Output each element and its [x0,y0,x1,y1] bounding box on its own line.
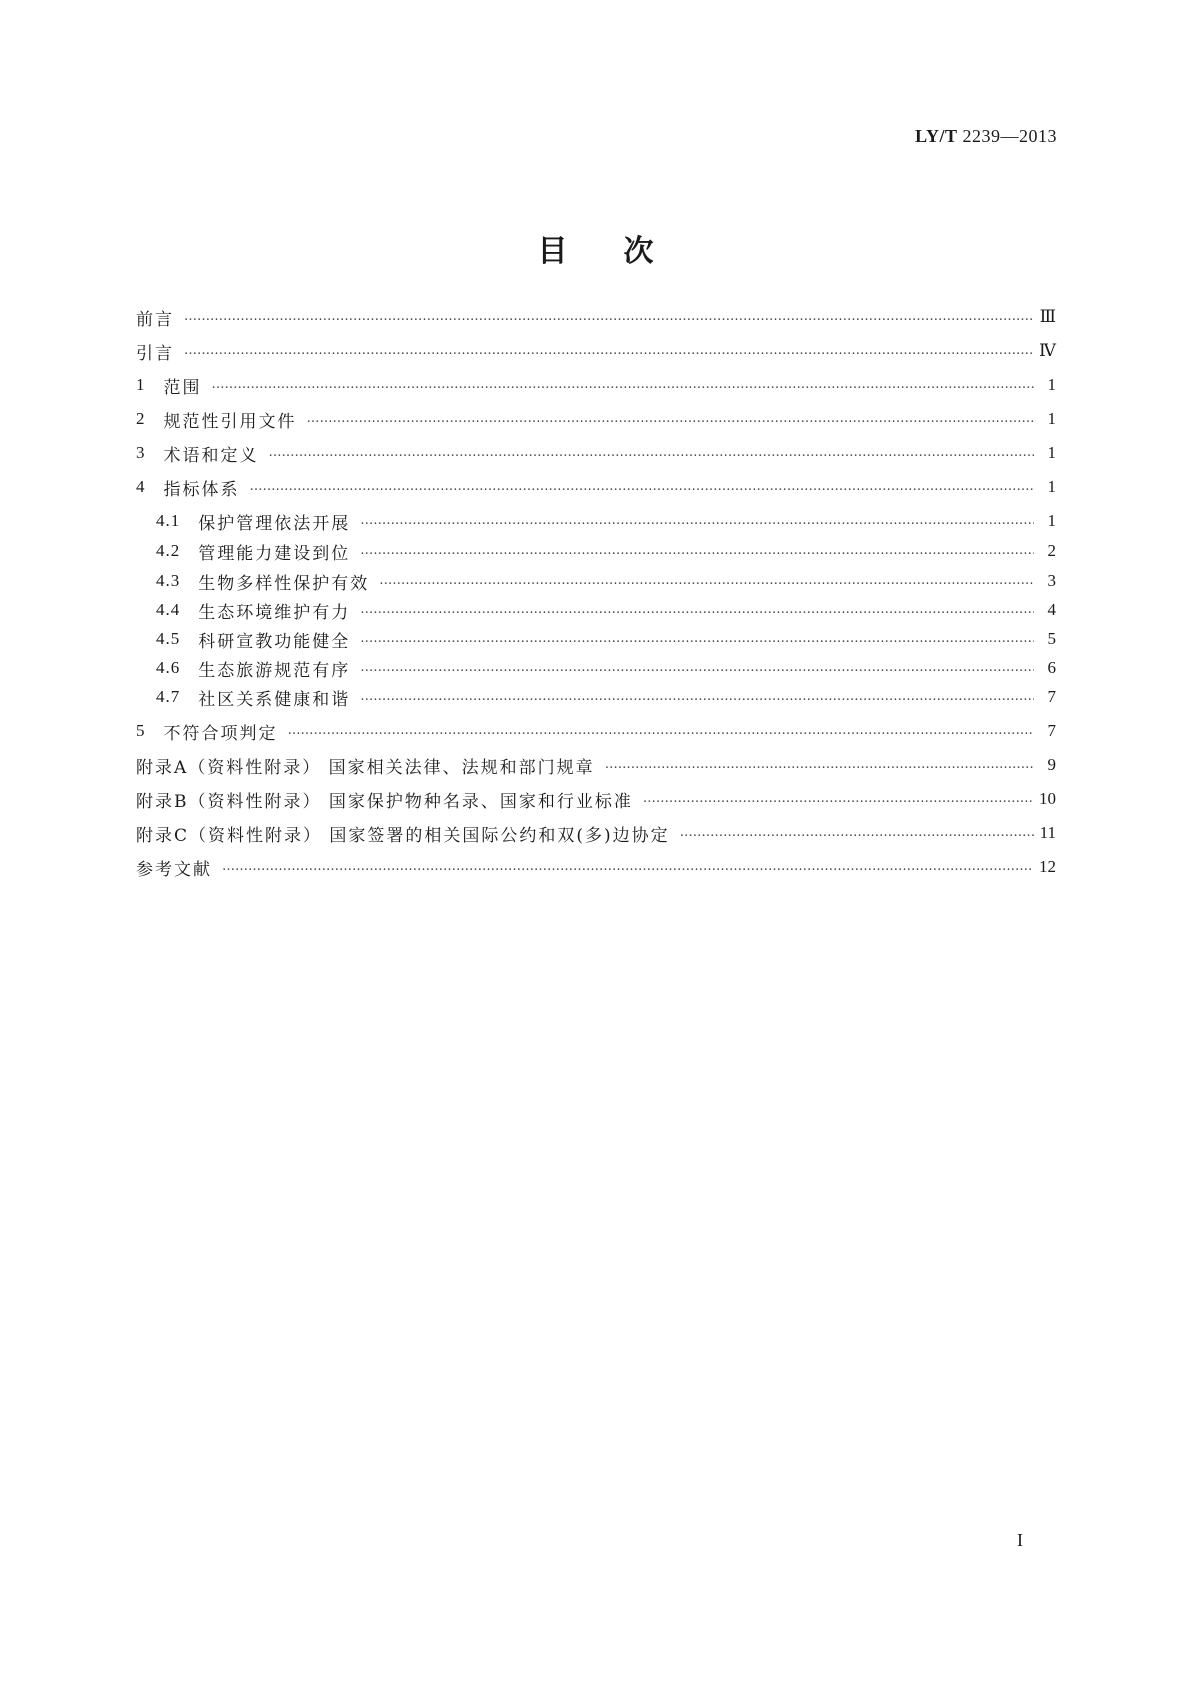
toc-entry-number: 4 [136,477,146,496]
toc-entry-foreword[interactable] [136,304,1056,330]
toc-entry-page: 4 [1047,600,1056,619]
toc-entry-number: 2 [136,409,146,428]
toc-leader-dots [360,508,1034,534]
toc-entry-nonconformity[interactable] [136,718,1056,744]
toc-entry-label: 科研宣教功能健全 [198,631,351,652]
toc-entry-label: 生态旅游规范有序 [198,660,351,681]
toc-entry-4-1[interactable] [156,508,1056,534]
page-title: 目次 [537,234,710,269]
toc-entry-label: 指标体系 [163,479,240,500]
toc-leader-dots [360,626,1034,652]
toc-entry-4-4[interactable] [156,597,1056,623]
toc-entry-number: 5 [136,721,146,740]
toc-leader-dots [379,568,1034,594]
toc-entry-label: 术语和定义 [163,445,259,466]
toc-entry-number: 4.3 [156,571,181,590]
toc-entry-indicator-system[interactable] [136,474,1056,500]
document-code [915,126,1057,147]
toc-entry-page: 7 [1047,687,1056,706]
toc-entry-label: 生态环境维护有力 [198,602,351,623]
toc-entry-page: 6 [1047,658,1056,677]
toc-entry-label: 不符合项判定 [163,723,278,744]
toc-leader-dots [250,474,1035,500]
toc-entry-bibliography[interactable] [136,854,1056,880]
toc-entry-page: 9 [1047,755,1056,774]
toc-entry-page: 1 [1047,511,1056,530]
toc-entry-appendix-b[interactable] [136,786,1056,812]
toc-entry-number: 4.2 [156,541,181,560]
toc-entry-page: Ⅲ [1039,307,1056,326]
toc-entry-label: 附录A（资料性附录） 国家相关法律、法规和部门规章 [136,757,595,778]
toc-entry-scope[interactable] [136,372,1056,398]
toc-entry-label: 管理能力建设到位 [198,543,351,564]
toc-leader-dots [184,304,1034,330]
toc-entry-label: 附录C（资料性附录） 国家签署的相关国际公约和双(多)边协定 [136,825,670,846]
toc-entry-terms[interactable] [136,440,1056,466]
toc-leader-dots [288,718,1035,744]
toc-entry-number: 4.4 [156,600,181,619]
toc-entry-4-6[interactable] [156,655,1056,681]
toc-entry-normative-references[interactable] [136,406,1056,432]
toc-entry-label: 前言 [136,309,174,330]
toc-leader-dots [360,655,1034,681]
toc-entry-appendix-a[interactable] [136,752,1056,778]
toc-entry-label: 社区关系健康和谐 [198,689,351,710]
toc-entry-page: 2 [1047,541,1056,560]
toc-leader-dots [184,338,1033,364]
toc-leader-dots [212,372,1035,398]
toc-entry-page: Ⅳ [1039,341,1056,360]
toc-entry-appendix-c[interactable] [136,820,1056,846]
toc-entry-page: 11 [1039,823,1056,842]
toc-leader-dots [360,538,1034,564]
document-code-number: 2239—2013 [957,126,1057,146]
toc-entry-4-3[interactable] [156,568,1056,594]
toc-leader-dots [643,786,1033,812]
toc-entry-page: 1 [1047,409,1056,428]
toc-entry-page: 1 [1047,477,1056,496]
toc-leader-dots [605,752,1034,778]
toc-entry-label: 范围 [163,377,202,398]
toc-entry-number: 3 [136,443,146,462]
toc-entry-page: 1 [1047,375,1056,394]
toc-entry-page: 3 [1047,571,1056,590]
toc-entry-number: 4.6 [156,658,181,677]
toc-entry-number: 4.7 [156,687,181,706]
toc-entry-label: 保护管理依法开展 [198,513,351,534]
toc-entry-page: 7 [1047,721,1056,740]
toc-entry-label: 生物多样性保护有效 [198,573,370,594]
toc-leader-dots [360,597,1034,623]
toc-entry-4-7[interactable] [156,684,1056,710]
toc-entry-label: 附录B（资料性附录） 国家保护物种名录、国家和行业标准 [136,791,633,812]
toc-leader-dots [222,854,1033,880]
toc-entry-page: 5 [1047,629,1056,648]
toc-entry-number: 4.5 [156,629,181,648]
toc-leader-dots [307,406,1035,432]
toc-leader-dots [269,440,1035,466]
toc-entry-label: 规范性引用文件 [163,411,297,432]
document-code-prefix: LY/T [915,126,958,146]
page-number: I [1017,1530,1023,1550]
toc-entry-page: 12 [1039,857,1056,876]
toc-entry-introduction[interactable] [136,338,1056,364]
toc-entry-number: 4.1 [156,511,181,530]
toc-entry-page: 10 [1039,789,1056,808]
toc-entry-label: 参考文献 [136,859,212,880]
toc-entry-4-5[interactable] [156,626,1056,652]
toc-leader-dots [680,820,1034,846]
toc-entry-label: 引言 [136,343,174,364]
toc-entry-4-2[interactable] [156,538,1056,564]
toc-leader-dots [360,684,1034,710]
toc-entry-number: 1 [136,375,146,394]
toc-entry-page: 1 [1047,443,1056,462]
